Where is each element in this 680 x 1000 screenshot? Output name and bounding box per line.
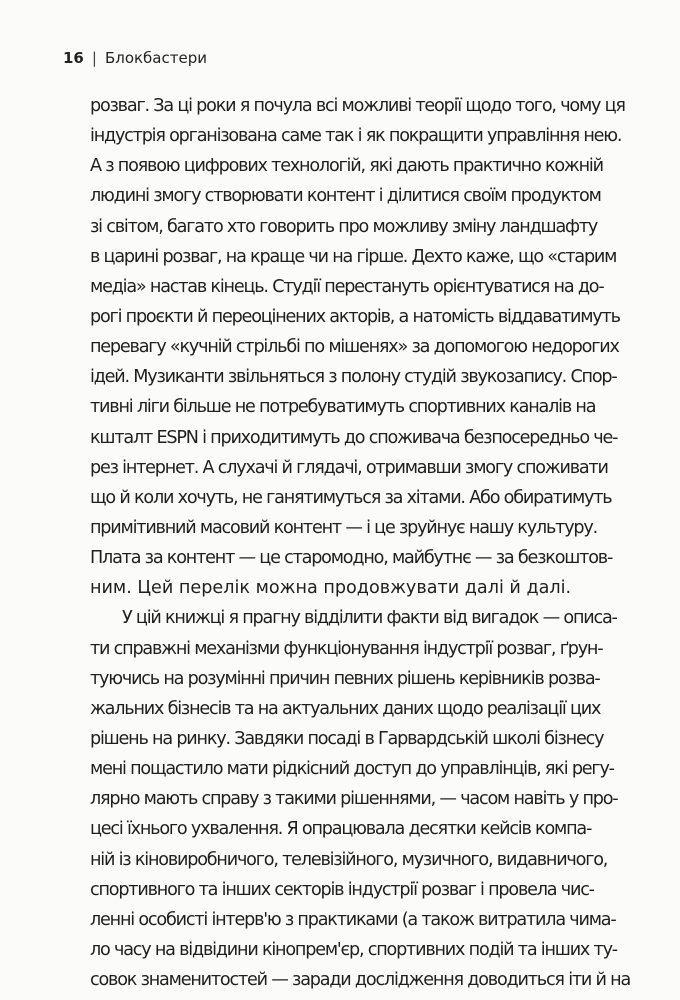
paragraph-2 [90, 603, 631, 995]
text-line: рішень на ринку. Завдяки посаді в Гарвардській школі бізнесу [90, 728, 604, 749]
text-line: перевагу «кучній стрільбі по мішенях» за допомогою недорогих [90, 337, 619, 358]
text-line: У цій книжці я прагну відділити факти від вигадок — описа- [122, 608, 617, 629]
text-line: рез інтернет. А слухачі й глядачі, отримавши змогу споживати [90, 457, 608, 478]
text-line: ленні особисті інтерв'ю з практиками (а також витратила чима- [90, 909, 616, 930]
book-title: Блокбастери [104, 49, 207, 67]
text-line: в царині розваг, на краще чи на гірше. Дехто каже, що «старим [90, 246, 617, 267]
text-line: совок знаменитостей — заради дослідження доводиться іти й на [90, 970, 631, 991]
text-line: зі світом, багато хто говорить про можливу зміну ландшафту [90, 216, 598, 237]
text-line: примітивний масовий контент — і це зруйнує нашу культуру. [90, 517, 597, 538]
text-line: що й коли хочуть, не ганятимуться за хітами. Або обиратимуть [90, 487, 612, 508]
text-line: кшталт ESPN і приходитимуть до споживача безпосередньо че- [90, 427, 618, 448]
text-line: спортивного та інших секторів індустрії розваг і провела чис- [90, 879, 594, 900]
body-text [90, 91, 631, 995]
text-line: тивні ліги більше не потребуватимуть спортивних каналів на [90, 397, 596, 418]
text-line: лярно мають справу з такими рішеннями, — часом навіть у про- [90, 789, 618, 810]
text-line: ло часу на відвідини кінопрем'єр, спортивних подій та інших ту- [90, 939, 617, 960]
text-line: А з появою цифрових технологій, які дають практично кожній [90, 156, 603, 177]
text-line: ним. Цей перелік можна продовжувати далі й далі. [90, 578, 572, 599]
text-line: жальних бізнесів та на актуальних даних щодо реалізації цих [90, 698, 601, 719]
text-line: цесі їхнього ухвалення. Я опрацювала десятки кейсів компа- [90, 819, 592, 840]
text-line: мені пощастило мати рідкісний доступ до управлінців, які регу- [90, 759, 614, 780]
text-line: індустрія організована саме так і як покращити управління нею. [90, 126, 622, 147]
text-line: Плата за контент — це старомодно, майбутнє — за безкоштов- [90, 548, 613, 569]
paragraph-1 [90, 91, 625, 603]
text-line: розваг. За ці роки я почула всі можливі теорії щодо того, чому ця [90, 96, 625, 116]
text-line: ній із кіновиробничого, телевізійного, музичного, видавничого, [90, 849, 608, 870]
text-line: ідей. Музиканти звільняться з полону студій звукозапису. Спор- [90, 367, 617, 388]
header-separator: | [91, 49, 97, 67]
text-line: туючись на розумінні причин певних рішень керівників розва- [90, 668, 600, 689]
text-line: рогі проєкти й переоцінених акторів, а натомість віддаватимуть [90, 306, 620, 327]
text-line: людині змогу створювати контент і ділитися своїм продуктом [90, 186, 601, 207]
text-line: ти справжні механізми функціонування індустрії розваг, ґрун- [90, 638, 603, 659]
running-header [63, 49, 207, 67]
text-line: медіа» настав кінець. Студії перестануть орієнтуватися на до- [90, 276, 604, 297]
page-number: 16 [63, 49, 84, 67]
